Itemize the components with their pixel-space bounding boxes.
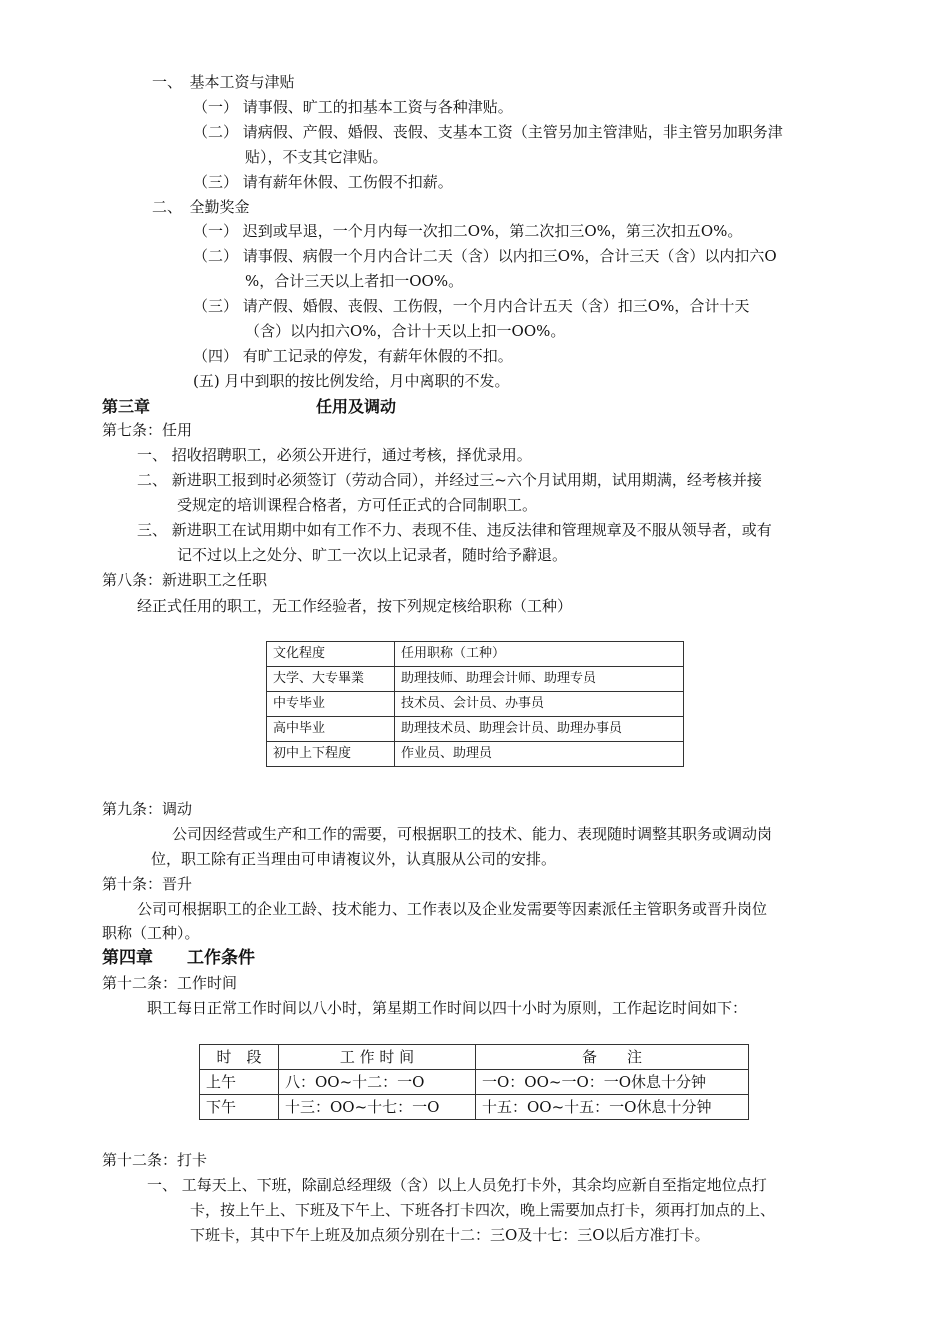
table-row [200,1095,749,1120]
table-row [267,717,684,742]
table-header-cell: 备 注 [476,1045,749,1070]
table-cell: 技术员、会计员、办事员 [395,692,684,717]
table-cell: 中专毕业 [267,692,395,717]
table-cell: 助理技师、助理会计师、助理专员 [395,667,684,692]
chapter-number: 第四章 [102,948,153,968]
section-title: 二、 全勤奖金 [152,198,250,216]
list-item-cont: （含）以内扣六O%，合计十天以上扣一OO%。 [245,322,566,340]
list-item: 一、 招收招聘职工，必须公开进行，通过考核，择优录用。 [137,446,532,464]
list-item: （一） 请事假、旷工的扣基本工资与各种津贴。 [193,98,513,116]
paragraph: 经正式任用的职工，无工作经验者，按下列规定核给职称（工种） [137,597,573,615]
table-cell: 一O：OO~一O：一O休息十分钟 [476,1070,749,1095]
list-item: （一） 迟到或早退，一个月内每一次扣二O%，第二次扣三O%，第三次扣五O%。 [193,222,743,240]
table-row [200,1070,749,1095]
table-cell: 作业员、助理员 [395,742,684,767]
list-item: （二） 请病假、产假、婚假、丧假、支基本工资（主管另加主管津贴，非主管另加职务津 [193,123,783,141]
table-header-cell: 工 作 时 间 [279,1045,476,1070]
list-item: 一、 工每天上、下班，除副总经理级（含）以上人员免打卡外，其余均应新自至指定地位点打 [147,1176,767,1194]
paragraph-cont: 职称（工种）。 [102,924,200,942]
chapter-title: 工作条件 [187,948,255,968]
table-cell: 下午 [200,1095,279,1120]
table-cell: 高中毕业 [267,717,395,742]
table-cell: 任用职称（工种） [395,642,684,667]
chapter-title: 任用及调动 [316,397,397,416]
table-cell: 十三：OO~十七：一O [279,1095,476,1120]
table-row [267,742,684,767]
list-item-cont: 下班卡，其中下午上班及加点须分别在十二：三O及十七：三O以后方准打卡。 [190,1226,710,1244]
table-cell: 助理技术员、助理会计员、助理办事员 [395,717,684,742]
title-table [266,641,684,767]
list-item: 三、 新进职工在试用期中如有工作不力、表现不佳、违反法律和管理规章及不服从领导者，或有 [137,521,772,539]
table-cell: 八：OO~十二：一O [279,1070,476,1095]
table-row [267,667,684,692]
list-item-cont: 卡，按上午上、下班及下午上、下班各打卡四次，晚上需要加点打卡，须再打加点的上、 [190,1201,776,1219]
list-item: (五) 月中到职的按比例发给，月中离职的不发。 [193,372,510,390]
article-title: 第十二条：工作时间 [102,974,238,992]
paragraph: 公司可根据职工的企业工龄、技术能力、工作表以及企业发需要等因素派任主管职务或晋升岗位 [137,900,768,918]
list-item: （三） 请产假、婚假、丧假、工伤假，一个月内合计五天（含）扣三O%，合计十天 [193,297,750,315]
table-cell: 初中上下程度 [267,742,395,767]
list-item: 二、 新进职工报到时必须签订（劳动合同），并经过三~六个月试用期，试用期满，经考核并接 [137,471,762,489]
table-cell: 文化程度 [267,642,395,667]
list-item-cont: 受规定的培训课程合格者，方可任正式的合同制职工。 [177,496,538,514]
table-row [267,642,684,667]
article-title: 第七条：任用 [102,421,193,439]
list-item: （三） 请有薪年休假、工伤假不扣薪。 [193,173,453,191]
article-title: 第九条：调动 [102,800,193,818]
table-row [267,692,684,717]
paragraph: 职工每日正常工作时间以八小时，第星期工作时间以四十小时为原则，工作起讫时间如下： [147,999,748,1017]
list-item-cont: 记不过以上之处分、旷工一次以上记录者，随时给予辭退。 [177,546,568,564]
paragraph: 公司因经营或生产和工作的需要，可根据职工的技术、能力、表现随时调整其职务或调动岗 [172,825,773,843]
article-title: 第十条：晋升 [102,875,193,893]
table-header-cell: 时 段 [200,1045,279,1070]
list-item: （四） 有旷工记录的停发，有薪年休假的不扣。 [193,347,513,365]
table-cell: 十五：OO~十五：一O休息十分钟 [476,1095,749,1120]
table-cell: 上午 [200,1070,279,1095]
table-row [200,1045,749,1070]
chapter-number: 第三章 [102,397,151,416]
work-time-table [199,1044,749,1120]
section-title: 一、 基本工资与津贴 [152,73,295,91]
list-item-cont: %，合计三天以上者扣一OO%。 [245,272,464,290]
paragraph-cont: 位，职工除有正当理由可申请複议外，认真服从公司的安排。 [151,850,557,868]
list-item: （二） 请事假、病假一个月内合计二天（含）以内扣三O%，合计三天（含）以内扣六O [193,247,777,265]
table-cell: 大学、大专畢業 [267,667,395,692]
list-item-cont: 贴），不支其它津贴。 [245,148,388,166]
article-title: 第八条：新进职工之任职 [102,571,268,589]
article-title: 第十二条：打卡 [102,1151,208,1169]
